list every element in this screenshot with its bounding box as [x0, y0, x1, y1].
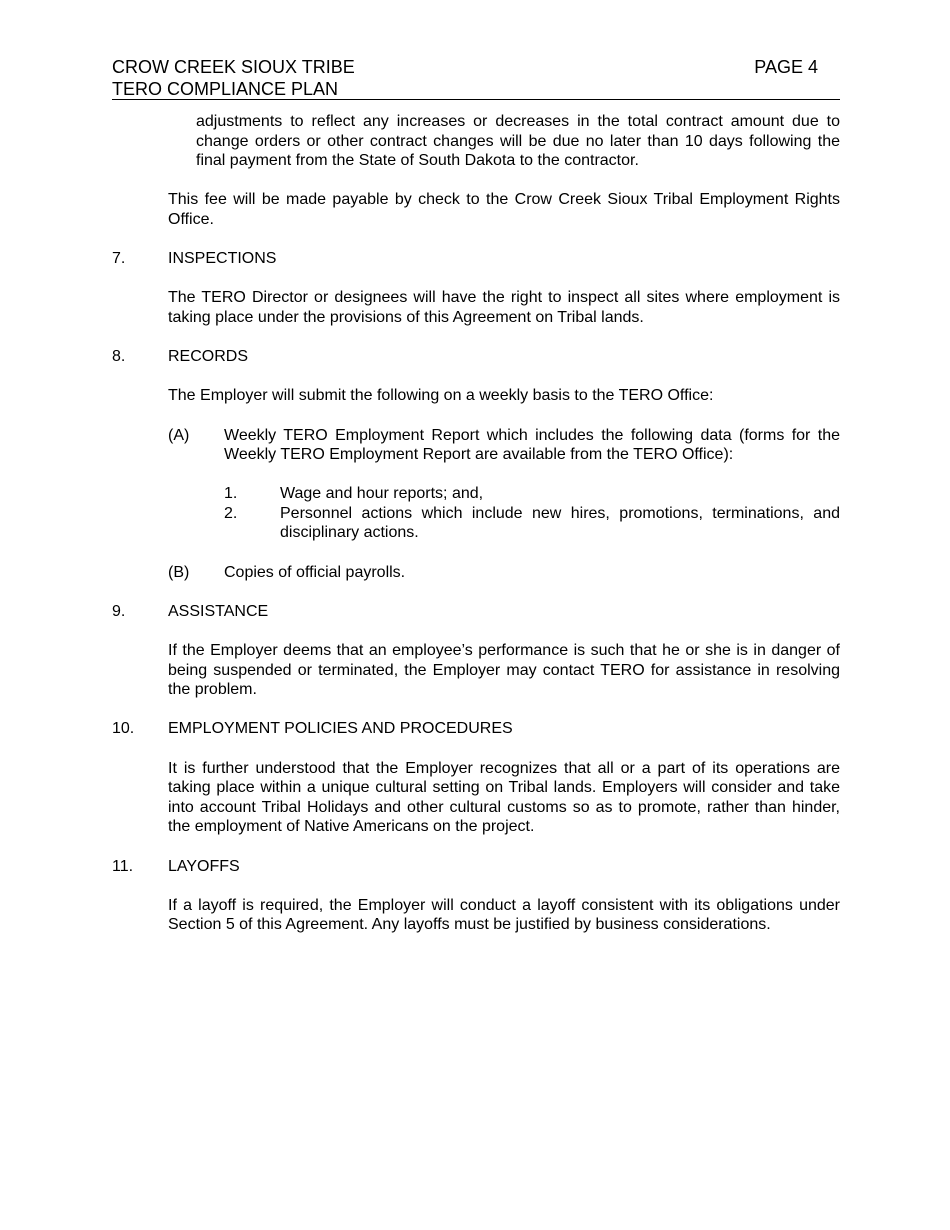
- section-heading-records: [112, 347, 840, 367]
- section-number: 11.: [112, 857, 134, 875]
- section-heading-inspections: [112, 249, 840, 269]
- section-text-assistance: If the Employer deems that an employee’s performance is such that he or she is in danger of being suspended or terminated, the Employer may contact TERO for assistance in resolving the problem.: [168, 642, 840, 699]
- section-heading-employment-policies: [112, 719, 840, 739]
- records-item-a: [168, 426, 840, 465]
- page-header: [112, 56, 840, 100]
- list-item-text: Personnel actions which include new hires, promotions, terminations, and disciplinary actions.: [280, 504, 840, 542]
- header-divider: [112, 99, 840, 100]
- list-item-number: 2.: [224, 504, 238, 522]
- list-item: [224, 484, 840, 504]
- page-number: PAGE 4: [754, 57, 818, 77]
- item-text: Weekly TERO Employment Report which includes the following data (forms for the Weekly TERO Employment Report are available from the TERO Office):: [224, 426, 840, 464]
- section-text-layoffs: If a layoff is required, the Employer will conduct a layoff consistent with its obligations under Section 5 of this Agreement. Any layoffs must be justified by business considerations.: [168, 896, 840, 934]
- section-number: 8.: [112, 348, 126, 366]
- section-text-employment-policies: It is further understood that the Employer recognizes that all or a part of its operations are taking place within a unique cultural setting on Tribal lands. Employers will consider and take into account Tribal Holidays and other cultural customs so as to promote, rather than hinder, the employment of Native Americans on the project.: [168, 759, 840, 836]
- list-item-text: Wage and hour reports; and,: [280, 485, 484, 503]
- section-number: 9.: [112, 602, 126, 620]
- records-item-b: [168, 563, 840, 583]
- section-heading-layoffs: [112, 857, 840, 877]
- list-item: [224, 504, 840, 543]
- section-title: INSPECTIONS: [168, 250, 277, 268]
- item-label: (B): [168, 563, 190, 581]
- item-label: (A): [168, 426, 190, 444]
- section-text-records: The Employer will submit the following on a weekly basis to the TERO Office:: [168, 387, 714, 405]
- fee-paragraph: This fee will be made payable by check to the Crow Creek Sioux Tribal Employment Rights Office.: [168, 191, 840, 228]
- section-number: 10.: [112, 720, 135, 738]
- section-heading-assistance: [112, 602, 840, 622]
- header-plan-title: TERO COMPLIANCE PLAN: [112, 79, 339, 99]
- header-tribe-name: CROW CREEK SIOUX TRIBE: [112, 57, 355, 77]
- section-title: EMPLOYMENT POLICIES AND PROCEDURES: [168, 720, 513, 738]
- section-number: 7.: [112, 250, 126, 268]
- section-title: LAYOFFS: [168, 857, 240, 875]
- list-item-number: 1.: [224, 485, 238, 503]
- item-text: Copies of official payrolls.: [224, 563, 406, 581]
- continued-paragraph: adjustments to reflect any increases or decreases in the total contract amount due to change orders or other contract changes will be due no later than 10 days following the final payment from the State of South Dakota to the contractor.: [196, 113, 840, 170]
- section-title: RECORDS: [168, 348, 249, 366]
- section-text-inspections: The TERO Director or designees will have the right to inspect all sites where employment is taking place under the provisions of this Agreement on Tribal lands.: [168, 289, 840, 326]
- section-title: ASSISTANCE: [168, 602, 269, 620]
- document-body: [112, 112, 840, 955]
- records-item-a-list: [224, 484, 840, 543]
